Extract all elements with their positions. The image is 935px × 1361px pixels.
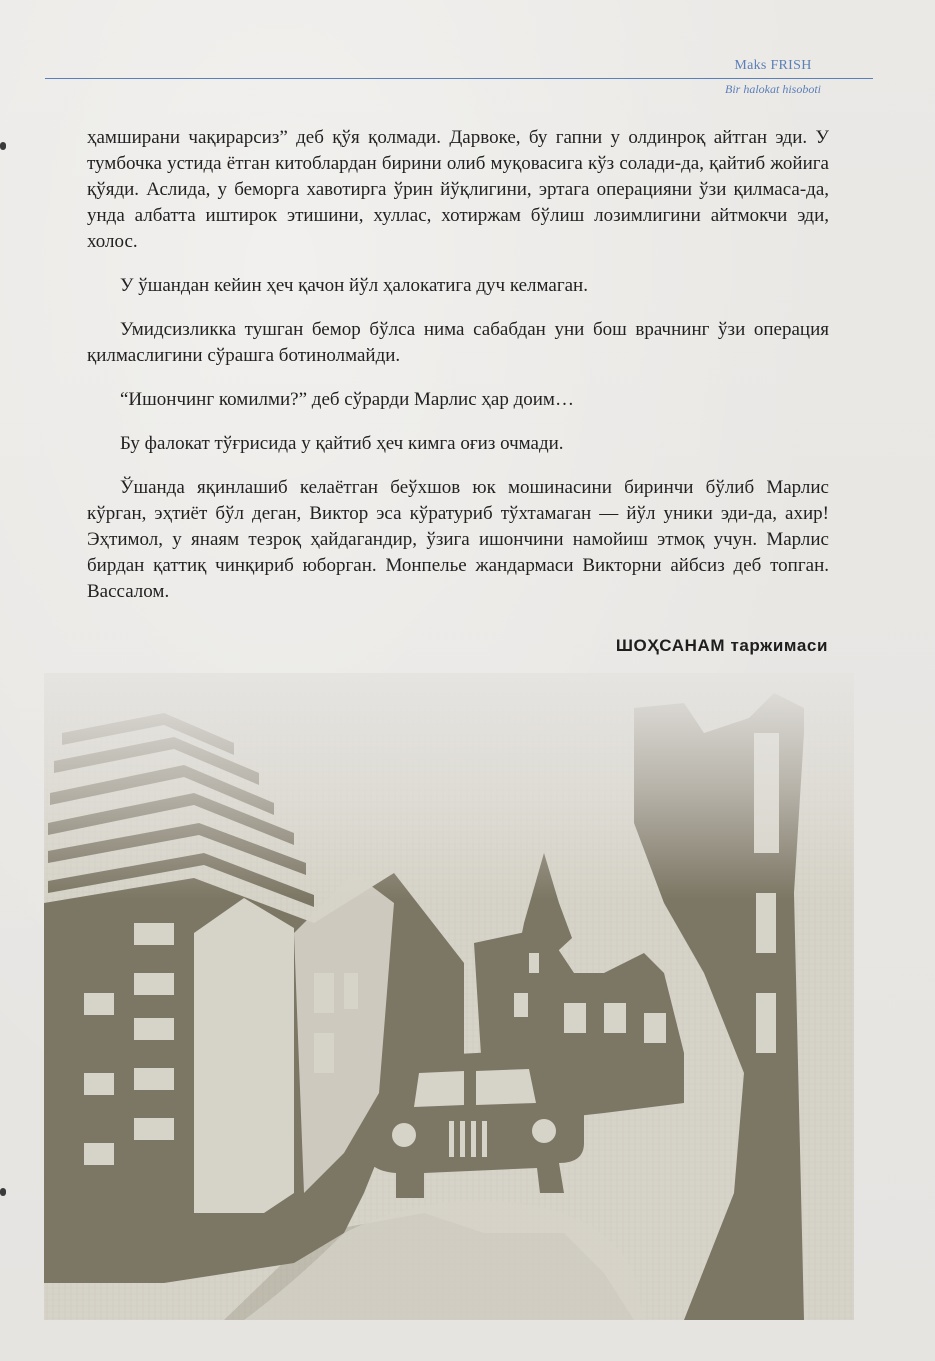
binding-mark bbox=[0, 142, 6, 150]
paragraph: Бу фалокат тўғрисида у қайтиб ҳеч кимга оғиз очмади. bbox=[120, 433, 564, 454]
paragraph: “Ишончинг комилми?” деб сўрарди Марлис ҳар доим… bbox=[120, 389, 574, 410]
paragraph: Ўшанда яқинлашиб келаётган беўхшов юк мошинасини биринчи бўлиб Марлис кўрган, эҳтиёт бўл деган, Виктор эса кўратуриб тўхтамаган — йўл уники эди-да, ахир! Эҳтимол, у янаям тезроқ ҳайдагандир, ўзига ишончини намойиш этмоқ учун. Марлис бирдан қаттиқ чинқириб юборган. Монпелье жандармаси Викторни айбсиз деб топган. Вассалом. bbox=[87, 477, 829, 602]
illustration-svg bbox=[44, 673, 854, 1320]
paragraph: Умидсизликка тушган бемор бўлса нима сабабдан уни бош врачнинг ўзи операция қилмаслигини сўрашга ботинолмайди. bbox=[87, 319, 829, 366]
translator-credit: ШОҲСАНАМ таржимаси bbox=[615, 636, 828, 655]
header-author: Maks FRISH bbox=[734, 58, 812, 73]
binding-mark bbox=[0, 1188, 6, 1196]
illustration-fade bbox=[44, 673, 854, 1320]
body-text bbox=[87, 125, 829, 605]
paragraph: У ўшандан кейин ҳеч қачон йўл ҳалокатига дуч келмаган. bbox=[120, 275, 588, 296]
header-rule bbox=[45, 78, 873, 79]
paragraph: ҳамширани чақирарсиз” деб қўя қолмади. Дарвоке, бу гапни у олдинроқ айтган эди. У тумбочка устида ётган китоблардан бирини олиб муқовасига кўз солади-да, қайтиб жойига қўяди. Аслида, у беморга хавотирга ўрин йўқлигини, эртага операцияни ўзи қилмаса-да, унда албатта иштирок этишини, хуллас, хотиржам бўлиш лозимлигини айтмокчи эди, холос. bbox=[87, 127, 829, 252]
street-woodcut-illustration bbox=[44, 673, 854, 1320]
header-subtitle: Bir halokat hisoboti bbox=[725, 82, 821, 96]
